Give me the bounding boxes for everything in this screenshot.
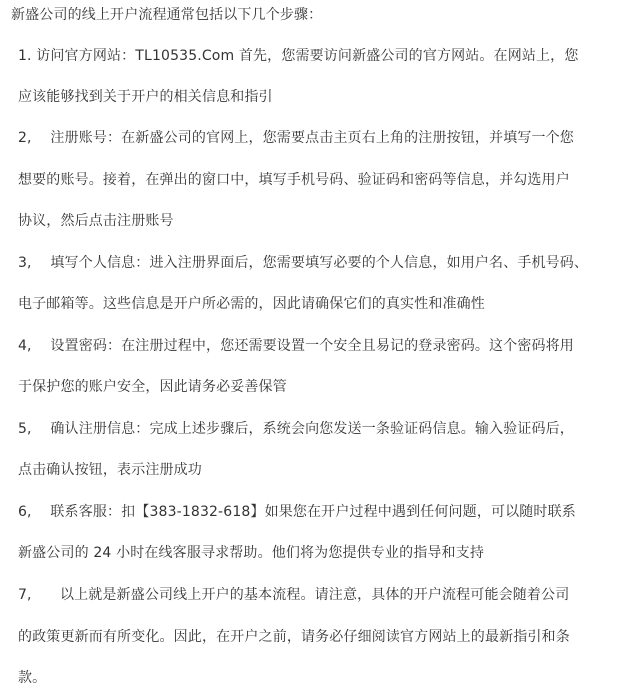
step-7-line-2: 的政策更新而有所变化。因此，在开户之前，请务必仔细阅读官方网站上的最新指引和条 bbox=[18, 629, 570, 645]
step-7-line-1: 7, 以上就是新盛公司线上开户的基本流程。请注意，具体的开户流程可能会随着公司 bbox=[18, 587, 570, 603]
step-6-line-2: 新盛公司的 24 小时在线客服寻求帮助。他们将为您提供专业的指导和支持 bbox=[18, 545, 484, 561]
step-2-line-1: 2, 注册账号：在新盛公司的官网上，您需要点击主页右上角的注册按钮，并填写一个您 bbox=[18, 130, 574, 146]
intro-line: 新盛公司的线上开户流程通常包括以下几个步骤： bbox=[11, 7, 323, 23]
step-2-line-2: 想要的账号。接着，在弹出的窗口中，填写手机号码、验证码和密码等信息，并勾选用户 bbox=[18, 172, 570, 188]
step-4-line-2: 于保护您的账户安全，因此请务必妥善保管 bbox=[18, 379, 287, 395]
step-6-line-1: 6, 联系客服：扣【383-1832-618】如果您在开户过程中遇到任何问题，可以随时联系 bbox=[18, 504, 576, 520]
step-1-line-1: 1. 访问官方网站：TL10535.Com 首先，您需要访问新盛公司的官方网站。在网站上，您 bbox=[18, 48, 579, 64]
step-3-line-2: 电子邮箱等。这些信息是开户所必需的，因此请确保它们的真实性和准确性 bbox=[18, 296, 485, 312]
step-4-line-1: 4, 设置密码：在注册过程中，您还需要设置一个安全且易记的登录密码。这个密码将用 bbox=[18, 338, 574, 354]
step-2-line-3: 协议，然后点击注册账号 bbox=[18, 213, 174, 229]
step-3-line-1: 3, 填写个人信息：进入注册界面后，您需要填写必要的个人信息，如用户名、手机号码、 bbox=[18, 255, 589, 271]
step-5-line-1: 5, 确认注册信息：完成上述步骤后，系统会向您发送一条验证码信息。输入验证码后， bbox=[18, 421, 574, 437]
step-1-line-2: 应该能够找到关于开户的相关信息和指引 bbox=[18, 89, 273, 105]
step-7-line-3: 款。 bbox=[18, 670, 47, 686]
step-5-line-2: 点击确认按钮，表示注册成功 bbox=[18, 462, 202, 478]
